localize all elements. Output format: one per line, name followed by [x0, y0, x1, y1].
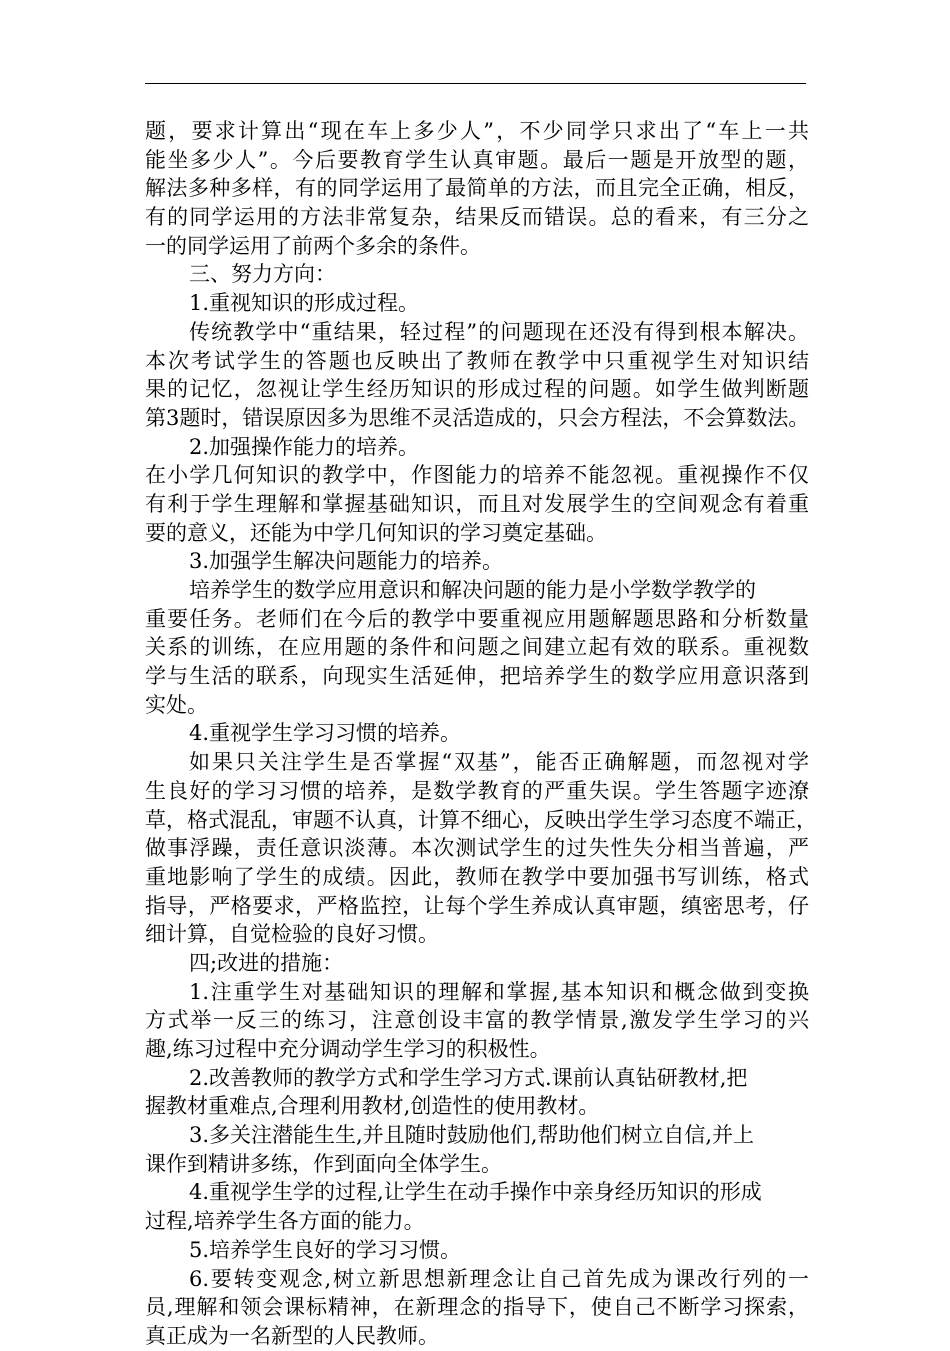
text-line: 本次考试学生的答题也反映出了教师在教学中只重视学生对知识结 [145, 348, 809, 373]
text-line: 能坐多少人”。今后要教育学生认真审题。最后一题是开放型的题， [145, 147, 809, 172]
text-line: 1.重视知识的形成过程。 [189, 291, 420, 316]
text-line: 如果只关注学生是否掌握“双基”，能否正确解题，而忽视对学 [189, 750, 809, 775]
text-line: 课作到精讲多练，作到面向全体学生。 [145, 1151, 502, 1176]
header-rule [145, 83, 806, 84]
text-line: 做事浮躁，责任意识淡薄。本次测试学生的过失性失分相当普遍，严 [145, 836, 809, 861]
text-line: 传统教学中“重结果，轻过程”的问题现在还没有得到根本解决。 [189, 319, 809, 344]
text-line: 员,理解和领会课标精神，在新理念的指导下，使自己不断学习探索， [145, 1295, 809, 1320]
text-line: 草，格式混乱，审题不认真，计算不细心，反映出学生学习态度不端正， [145, 807, 817, 832]
text-line: 题，要求计算出“现在车上多少人”，不少同学只求出了“车上一共 [145, 119, 809, 143]
text-line: 四;改进的措施： [189, 950, 344, 975]
text-line: 指导，严格要求，严格监控，让每个学生养成认真审题，缜密思考，仔 [145, 893, 809, 918]
text-line: 生良好的学习习惯的培养，是数学教育的严重失误。学生答题字迹潦 [145, 778, 809, 803]
text-line: 果的记忆，忽视让学生经历知识的形成过程的问题。如学生做判断题 [145, 377, 809, 402]
text-line: 真正成为一名新型的人民教师。 [145, 1323, 439, 1348]
text-line: 3.多关注潜能生生,并且随时鼓励他们,帮助他们树立自信,并上 [189, 1123, 755, 1148]
text-line: 4.重视学生学习习惯的培养。 [189, 721, 462, 746]
text-line: 3.加强学生解决问题能力的培养。 [189, 549, 504, 574]
text-line: 在小学几何知识的教学中，作图能力的培养不能忽视。重视操作不仅 [145, 463, 809, 488]
text-line: 培养学生的数学应用意识和解决问题的能力是小学数学教学的 [189, 578, 756, 602]
text-line: 方式举一反三的练习，注意创设丰富的教学情景,激发学生学习的兴 [145, 1008, 809, 1033]
text-line: 学与生活的联系，向现实生活延伸，把培养学生的数学应用意识落到 [145, 664, 809, 689]
text-line: 握教材重难点,合理利用教材,创造性的使用教材。 [145, 1094, 600, 1119]
text-line: 关系的训练，在应用题的条件和问题之间建立起有效的联系。重视数 [145, 635, 809, 660]
text-line: 5.培养学生良好的学习习惯。 [189, 1237, 462, 1262]
text-line: 1.注重学生对基础知识的理解和掌握,基本知识和概念做到变换 [189, 979, 809, 1004]
text-line: 2.改善教师的教学方式和学生学习方式.课前认真钻研教材,把 [189, 1065, 748, 1090]
text-line: 要的意义，还能为中学几何知识的学习奠定基础。 [145, 520, 607, 545]
text-line: 有的同学运用的方法非常复杂，结果反而错误。总的看来，有三分之 [145, 205, 809, 230]
text-line: 过程,培养学生各方面的能力。 [145, 1209, 425, 1234]
text-line: 重地影响了学生的成绩。因此，教师在教学中要加强书写训练，格式 [145, 864, 809, 889]
text-line: 一的同学运用了前两个多余的条件。 [145, 233, 481, 258]
text-line: 4.重视学生学的过程,让学生在动手操作中亲身经历知识的形成 [189, 1180, 762, 1205]
text-line: 趣,练习过程中充分调动学生学习的积极性。 [145, 1037, 551, 1061]
document-body [145, 117, 817, 1351]
text-line: 第3题时，错误原因多为思维不灵活造成的，只会方程法，不会算数法。 [145, 405, 810, 430]
text-line: 有利于学生理解和掌握基础知识，而且对发展学生的空间观念有着重 [145, 491, 809, 516]
text-line: 细计算，自觉检验的良好习惯。 [145, 922, 439, 947]
text-line: 2.加强操作能力的培养。 [189, 434, 420, 459]
text-line: 三、努力方向： [189, 262, 336, 287]
text-line: 实处。 [145, 692, 208, 717]
text-line: 6.要转变观念,树立新思想新理念让自己首先成为课改行列的一 [189, 1266, 809, 1291]
text-line: 解法多种多样，有的同学运用了最简单的方法，而且完全正确，相反， [145, 176, 809, 201]
text-line: 重要任务。老师们在今后的教学中要重视应用题解题思路和分析数量 [145, 606, 809, 631]
